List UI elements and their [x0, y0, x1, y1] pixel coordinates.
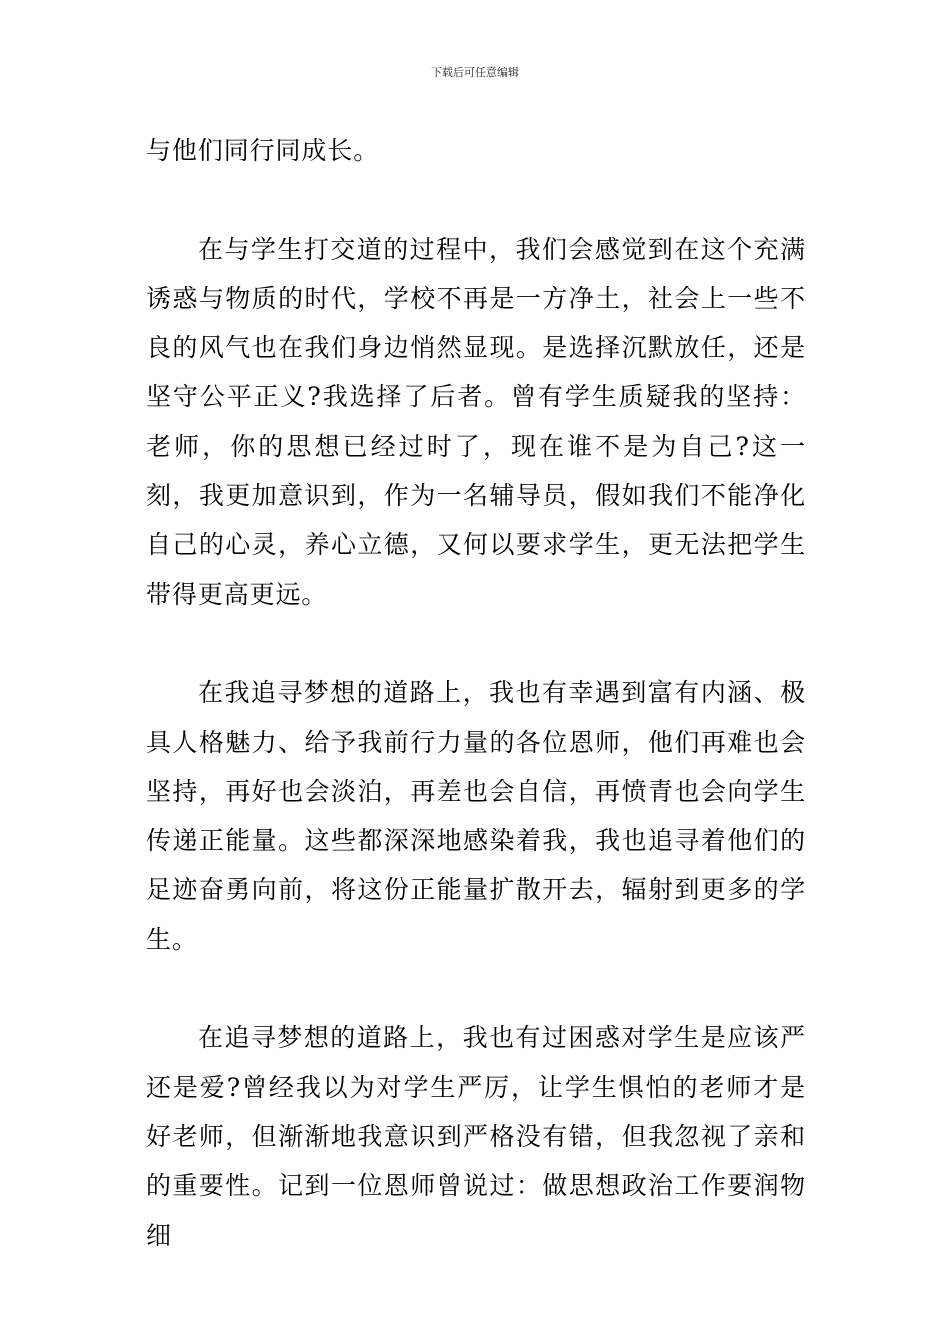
paragraph-continuation: 与他们同行同成长。 [146, 136, 380, 165]
paragraph-integrity: 在与学生打交道的过程中，我们会感觉到在这个充满诱惑与物质的时代，学校不再是一方净土，社会上一些不良的风气也在我们身边悄然显现。是选择沉默放任，还是坚守公平正义?我选择了后者。曾有学生质疑我的坚持：老师，你的思想已经过时了，现在谁不是为自己?这一刻，我更加意识到，作为一名辅导员，假如我们不能净化自己的心灵，养心立德，又何以要求学生，更无法把学生带得更高更远。 [146, 234, 806, 609]
page-header-note: 下载后可任意编辑 [431, 66, 519, 79]
document-body [146, 126, 806, 1260]
paragraph-strict-or-love: 在追寻梦想的道路上，我也有过困惑对学生是应该严还是爱?曾经我以为对学生严厉，让学生惧怕的老师才是好老师，但渐渐地我意识到严格没有错，但我忽视了亲和的重要性。记到一位恩师曾说过：做思想政治工作要润物细 [146, 1023, 806, 1250]
paragraph-gap [146, 964, 806, 1013]
paragraph-mentors: 在我追寻梦想的道路上，我也有幸遇到富有内涵、极具人格魅力、给予我前行力量的各位恩师，他们再难也会坚持，再好也会淡泊，再差也会自信，再愤青也会向学生传递正能量。这些都深深地感染着我，我也追寻着他们的足迹奋勇向前，将这份正能量扩散开去，辐射到更多的学生。 [146, 678, 806, 954]
paragraph-gap [146, 619, 806, 668]
paragraph-gap [146, 175, 806, 224]
